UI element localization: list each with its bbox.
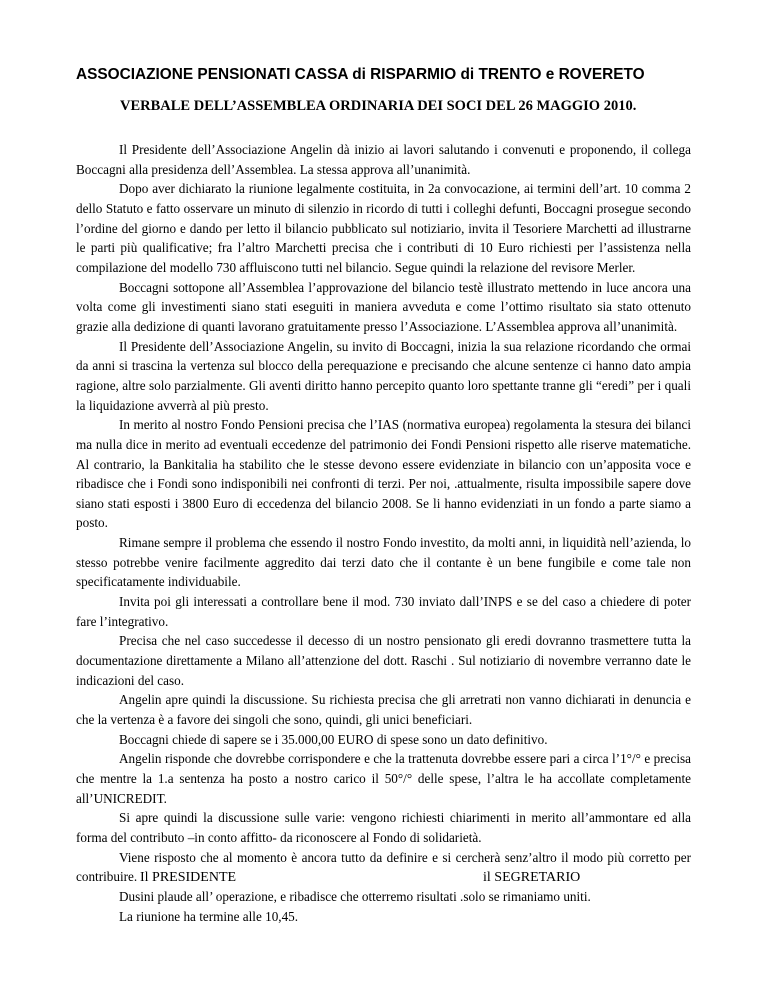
paragraph: Invita poi gli interessati a controllare bene il mod. 730 inviato dall’INPS e se del caso a chiedere di poter fare l’integrativo. (76, 594, 691, 629)
president-signature-label: Il PRESIDENTE (140, 870, 237, 885)
paragraph: Angelin apre quindi la discussione. Su richiesta precisa che gli arretrati non vanno dichiarati in denuncia e che la vertenza è a favore dei singoli che sono, quindi, gli unici beneficiari. (76, 692, 691, 728)
paragraph: Rimane sempre il problema che essendo il nostro Fondo investito, da molti anni, in liquidità nell’azienda, lo stesso potrebbe venire facilmente aggredito dai terzi dato che il contante è un bene fungibile e come tale non specificatamente individuabile. (76, 535, 691, 590)
paragraph: Dusini plaude all’ operazione, e ribadisce che otterremo risultati .solo se rimaniamo uniti. (119, 888, 591, 904)
paragraph: Dopo aver dichiarato la riunione legalmente costituita, in 2a convocazione, ai termini dell’art. 10 comma 2 dello Statuto e fatto osservare un minuto di silenzio in ricordo di tutti i colleghi defunti, Boccagni prosegue secondo l’ordine del giorno e dando per letto il bilancio pubblicato sul notiziario, invita il Tesoriere Marchetti ad illustrarne le parti più qualificative; fra l’altro Marchetti precisa che i contributi di 10 Euro richiesti per l’assistenza nella compilazione del modello 730 affluiscono tutti nel bilancio. Segue quindi la relazione del revisore Merler. (76, 181, 691, 275)
paragraph: Il Presidente dell’Associazione Angelin dà inizio ai lavori salutando i convenuti e proponendo, il collega Boccagni alla presidenza dell’Assemblea. La stessa approva all’unanimità. (76, 142, 691, 177)
paragraph: Precisa che nel caso succedesse il decesso di un nostro pensionato gli eredi dovranno trasmettere tutta la documentazione direttamente a Milano all’attenzione del dott. Raschi . Sul notiziario di novembre verranno date le indicazioni del caso. (76, 633, 691, 688)
minutes-subtitle: VERBALE DELL’ASSEMBLEA ORDINARIA DEI SOCI DEL 26 MAGGIO 2010. (120, 98, 637, 114)
paragraph: Boccagni sottopone all’Assemblea l’approvazione del bilancio testè illustrato mettendo in luce ancora una volta come gli investimenti siano stati eseguiti in maniera avveduta e come l’ottimo risultato sia stato ottenuto grazie alla dedizione di quanti lavorano gratuitamente presso l’Associazione. L’Assemblea approva all’unanimità. (76, 279, 691, 334)
secretary-signature-label: il SEGRETARIO (483, 870, 581, 885)
paragraph: Boccagni chiede di sapere se i 35.000,00 EURO di spese sono un dato definitivo. (119, 731, 548, 747)
paragraph: Angelin risponde che dovrebbe corrispondere e che la trattenuta dovrebbe essere pari a circa l’1°/° e precisa che mentre la 1.a sentenza ha posto a nostro carico il 50°/° delle spese, l’altra le ha accollate completamente all’UNICREDIT. (76, 751, 691, 806)
minutes-body (76, 140, 691, 926)
paragraph: La riunione ha termine alle 10,45. (119, 908, 299, 924)
paragraph: In merito al nostro Fondo Pensioni precisa che l’IAS (normativa europea) regolamenta la stesura dei bilanci ma nulla dice in merito ad eventuali eccedenze del patrimonio dei Fondi Pensioni rispetto alle riserve matematiche. Al contrario, la Bankitalia ha stabilito che le stesse devono essere evidenziate in bilancio con un’apposita voce e ribadisce che i Fondi sono indisponibili nei confronti di terzi. Per noi, .attualmente, risulta impossibile sapere dove siano stati esposti i 3800 Euro di eccedenza del bilancio 2008. Se li hanno evidenziati in un fondo a parte siamo a posto. (76, 417, 691, 531)
paragraph: Il Presidente dell’Associazione Angelin, su invito di Boccagni, inizia la sua relazione ricordando che ormai da anni si trascina la vertenza sul blocco della perequazione e precisando che alcune sentenze ci hanno dato ampia ragione, altre solo parzialmente. Gli aventi diritto hanno percepito quanto loro spettante tranne gli “eredi” per i quali la liquidazione avverrà al più presto. (76, 338, 691, 413)
paragraph: Si apre quindi la discussione sulle varie: vengono richiesti chiarimenti in merito all’ammontare ed alla forma del contributo –in conto affitto- da riconoscere al Fondo di solidarietà. (76, 810, 691, 845)
signature-block (0, 869, 768, 889)
organization-title: ASSOCIAZIONE PENSIONATI CASSA di RISPARMIO di TRENTO e ROVERETO (76, 66, 645, 83)
paragraph: Viene risposto che al momento è ancora tutto da definire e si cercherà senz’altro il modo più corretto per contribuire. (76, 849, 691, 885)
